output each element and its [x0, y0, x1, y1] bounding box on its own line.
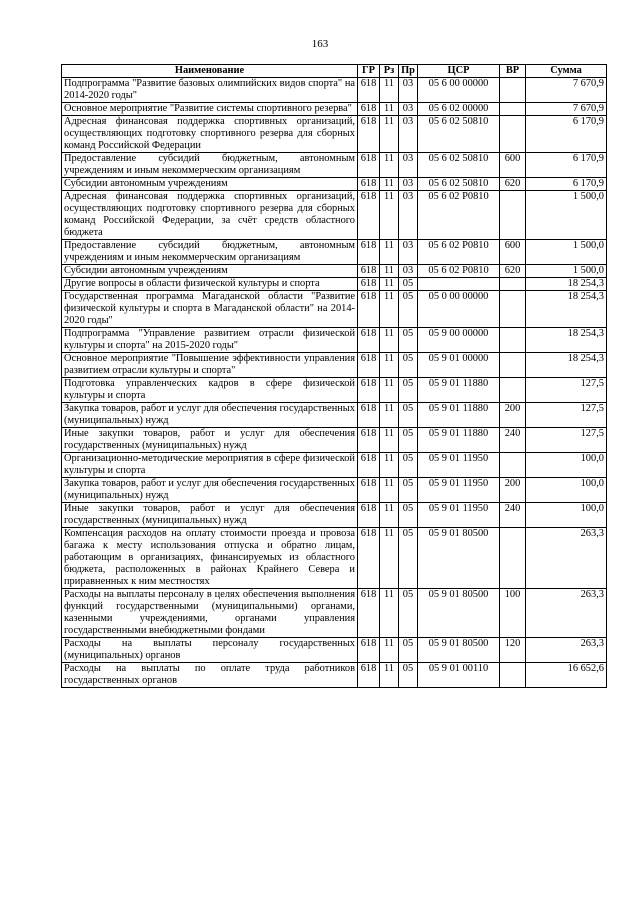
cell-rz: 11 — [380, 291, 399, 328]
cell-rz: 11 — [380, 153, 399, 178]
cell-csr: 05 6 02 00000 — [418, 103, 500, 116]
cell-sum: 263,3 — [526, 589, 607, 638]
cell-name: Подготовка управленческих кадров в сфере физической культуры и спорта — [62, 378, 358, 403]
cell-name: Закупка товаров, работ и услуг для обеспечения государственных (муниципальных) нужд — [62, 403, 358, 428]
cell-name: Подпрограмма "Развитие базовых олимпийских видов спорта" на 2014-2020 годы" — [62, 78, 358, 103]
cell-sum: 6 170,9 — [526, 178, 607, 191]
cell-sum: 6 170,9 — [526, 153, 607, 178]
cell-pr: 05 — [399, 328, 418, 353]
cell-vr — [500, 328, 526, 353]
cell-pr: 05 — [399, 638, 418, 663]
cell-sum: 100,0 — [526, 453, 607, 478]
cell-pr: 03 — [399, 78, 418, 103]
cell-sum: 263,3 — [526, 528, 607, 589]
table-row — [62, 178, 607, 191]
cell-gr: 618 — [358, 240, 380, 265]
cell-pr: 05 — [399, 291, 418, 328]
cell-vr — [500, 116, 526, 153]
cell-vr — [500, 103, 526, 116]
cell-pr: 05 — [399, 503, 418, 528]
table-row — [62, 453, 607, 478]
cell-csr: 05 9 01 11880 — [418, 403, 500, 428]
cell-rz: 11 — [380, 638, 399, 663]
cell-name: Закупка товаров, работ и услуг для обеспечения государственных (муниципальных) нужд — [62, 478, 358, 503]
table-row — [62, 153, 607, 178]
cell-vr — [500, 353, 526, 378]
cell-name: Основное мероприятие "Повышение эффективности управления развитием отрасли культуры и спорта" — [62, 353, 358, 378]
cell-sum: 1 500,0 — [526, 191, 607, 240]
cell-csr: 05 9 01 11950 — [418, 503, 500, 528]
cell-name: Основное мероприятие "Развитие системы спортивного резерва" — [62, 103, 358, 116]
cell-vr: 120 — [500, 638, 526, 663]
cell-vr: 240 — [500, 503, 526, 528]
cell-name: Адресная финансовая поддержка спортивных организаций, осуществляющих подготовку спортивного резерва для сборных команд Российской Федерации, за счёт средств областного бюджета — [62, 191, 358, 240]
table-row — [62, 378, 607, 403]
cell-vr — [500, 528, 526, 589]
cell-pr: 05 — [399, 428, 418, 453]
cell-rz: 11 — [380, 116, 399, 153]
cell-pr: 05 — [399, 353, 418, 378]
cell-sum: 7 670,9 — [526, 103, 607, 116]
cell-csr: 05 9 01 80500 — [418, 528, 500, 589]
cell-name: Субсидии автономным учреждениям — [62, 265, 358, 278]
cell-name: Иные закупки товаров, работ и услуг для обеспечения государственных (муниципальных) нужд — [62, 503, 358, 528]
cell-vr: 620 — [500, 178, 526, 191]
cell-vr — [500, 278, 526, 291]
cell-gr: 618 — [358, 328, 380, 353]
cell-name: Адресная финансовая поддержка спортивных организаций, осуществляющих подготовку спортивного резерва для сборных команд Российской Федерации — [62, 116, 358, 153]
cell-name: Иные закупки товаров, работ и услуг для обеспечения государственных (муниципальных) нужд — [62, 428, 358, 453]
cell-vr — [500, 453, 526, 478]
cell-sum: 1 500,0 — [526, 265, 607, 278]
table-row — [62, 278, 607, 291]
cell-sum: 263,3 — [526, 638, 607, 663]
cell-gr: 618 — [358, 663, 380, 688]
cell-sum: 7 670,9 — [526, 78, 607, 103]
cell-csr: 05 9 01 00000 — [418, 353, 500, 378]
table-row — [62, 116, 607, 153]
header-pr: Пр — [399, 65, 418, 78]
cell-rz: 11 — [380, 265, 399, 278]
cell-name: Субсидии автономным учреждениям — [62, 178, 358, 191]
cell-rz: 11 — [380, 378, 399, 403]
cell-rz: 11 — [380, 191, 399, 240]
cell-pr: 05 — [399, 453, 418, 478]
cell-gr: 618 — [358, 503, 380, 528]
cell-gr: 618 — [358, 378, 380, 403]
cell-sum: 100,0 — [526, 478, 607, 503]
cell-vr — [500, 378, 526, 403]
cell-csr — [418, 278, 500, 291]
header-vr: ВР — [500, 65, 526, 78]
cell-vr — [500, 291, 526, 328]
cell-csr: 05 9 01 00110 — [418, 663, 500, 688]
cell-gr: 618 — [358, 403, 380, 428]
cell-pr: 05 — [399, 278, 418, 291]
cell-vr — [500, 78, 526, 103]
cell-sum: 18 254,3 — [526, 291, 607, 328]
table-body — [62, 78, 607, 688]
table-row — [62, 353, 607, 378]
cell-sum: 6 170,9 — [526, 116, 607, 153]
cell-gr: 618 — [358, 291, 380, 328]
cell-rz: 11 — [380, 403, 399, 428]
cell-csr: 05 6 02 Р0810 — [418, 191, 500, 240]
cell-rz: 11 — [380, 589, 399, 638]
cell-vr: 200 — [500, 403, 526, 428]
table-row — [62, 403, 607, 428]
cell-sum: 1 500,0 — [526, 240, 607, 265]
cell-vr: 240 — [500, 428, 526, 453]
table-row — [62, 589, 607, 638]
cell-name: Подпрограмма "Управление развитием отрасли физической культуры и спорта" на 2015-2020 годы" — [62, 328, 358, 353]
table-row — [62, 428, 607, 453]
table-row — [62, 265, 607, 278]
cell-name: Государственная программа Магаданской области "Развитие физической культуры и спорта в Магаданской области" на 2014-2020 годы" — [62, 291, 358, 328]
page-number: 163 — [311, 38, 329, 50]
header-row — [62, 65, 607, 78]
table-row — [62, 191, 607, 240]
header-csr: ЦСР — [418, 65, 500, 78]
cell-gr: 618 — [358, 353, 380, 378]
cell-sum: 18 254,3 — [526, 278, 607, 291]
cell-sum: 127,5 — [526, 428, 607, 453]
cell-gr: 618 — [358, 478, 380, 503]
header-sum: Сумма — [526, 65, 607, 78]
cell-csr: 05 6 02 Р0810 — [418, 265, 500, 278]
cell-rz: 11 — [380, 453, 399, 478]
cell-pr: 03 — [399, 116, 418, 153]
cell-name: Расходы на выплаты персоналу в целях обеспечения выполнения функций государственными (муниципальными) органами, казенными учреждениями, органами управления государственными внебюджетными фондами — [62, 589, 358, 638]
cell-gr: 618 — [358, 103, 380, 116]
table-header — [62, 65, 607, 78]
table-row — [62, 328, 607, 353]
cell-gr: 618 — [358, 178, 380, 191]
cell-name: Предоставление субсидий бюджетным, автономным учреждениям и иным некоммерческим организациям — [62, 240, 358, 265]
cell-rz: 11 — [380, 353, 399, 378]
cell-pr: 03 — [399, 240, 418, 265]
cell-csr: 05 9 01 11950 — [418, 478, 500, 503]
cell-csr: 05 9 00 00000 — [418, 328, 500, 353]
cell-vr: 200 — [500, 478, 526, 503]
cell-name: Организационно-методические мероприятия в сфере физической культуры и спорта — [62, 453, 358, 478]
cell-sum: 18 254,3 — [526, 353, 607, 378]
cell-gr: 618 — [358, 116, 380, 153]
cell-gr: 618 — [358, 153, 380, 178]
cell-sum: 18 254,3 — [526, 328, 607, 353]
cell-gr: 618 — [358, 278, 380, 291]
cell-pr: 03 — [399, 191, 418, 240]
cell-pr: 05 — [399, 403, 418, 428]
table-row — [62, 503, 607, 528]
cell-name: Предоставление субсидий бюджетным, автономным учреждениям и иным некоммерческим организациям — [62, 153, 358, 178]
cell-name: Другие вопросы в области физической культуры и спорта — [62, 278, 358, 291]
cell-sum: 127,5 — [526, 378, 607, 403]
cell-vr — [500, 663, 526, 688]
cell-rz: 11 — [380, 428, 399, 453]
cell-csr: 05 9 01 80500 — [418, 589, 500, 638]
cell-rz: 11 — [380, 503, 399, 528]
cell-rz: 11 — [380, 278, 399, 291]
cell-vr — [500, 191, 526, 240]
table-row — [62, 528, 607, 589]
table-row — [62, 638, 607, 663]
cell-gr: 618 — [358, 453, 380, 478]
table-row — [62, 663, 607, 688]
cell-rz: 11 — [380, 528, 399, 589]
table-row — [62, 78, 607, 103]
cell-csr: 05 9 01 11880 — [418, 428, 500, 453]
table-row — [62, 103, 607, 116]
cell-gr: 618 — [358, 265, 380, 278]
cell-gr: 618 — [358, 191, 380, 240]
cell-pr: 05 — [399, 528, 418, 589]
cell-csr: 05 0 00 00000 — [418, 291, 500, 328]
cell-sum: 16 652,6 — [526, 663, 607, 688]
cell-rz: 11 — [380, 240, 399, 265]
cell-pr: 03 — [399, 103, 418, 116]
cell-pr: 03 — [399, 178, 418, 191]
cell-gr: 618 — [358, 638, 380, 663]
cell-csr: 05 9 01 11880 — [418, 378, 500, 403]
cell-vr: 100 — [500, 589, 526, 638]
table-row — [62, 291, 607, 328]
cell-pr: 03 — [399, 265, 418, 278]
cell-pr: 03 — [399, 153, 418, 178]
cell-name: Расходы на выплаты по оплате труда работников государственных органов — [62, 663, 358, 688]
cell-rz: 11 — [380, 178, 399, 191]
cell-vr: 600 — [500, 240, 526, 265]
cell-gr: 618 — [358, 428, 380, 453]
cell-pr: 05 — [399, 589, 418, 638]
header-gr: ГР — [358, 65, 380, 78]
budget-table — [61, 64, 607, 688]
cell-rz: 11 — [380, 78, 399, 103]
table-row — [62, 240, 607, 265]
cell-gr: 618 — [358, 589, 380, 638]
cell-sum: 127,5 — [526, 403, 607, 428]
cell-csr: 05 9 01 11950 — [418, 453, 500, 478]
header-name: Наименование — [62, 65, 358, 78]
cell-rz: 11 — [380, 328, 399, 353]
cell-name: Компенсация расходов на оплату стоимости проезда и провоза багажа к месту использования отпуска и обратно лицам, работающим в организациях, финансируемых из областного бюджета, расположенных в районах Крайнего Севера и приравненных к ним местностях — [62, 528, 358, 589]
cell-sum: 100,0 — [526, 503, 607, 528]
cell-name: Расходы на выплаты персоналу государственных (муниципальных) органов — [62, 638, 358, 663]
cell-vr: 600 — [500, 153, 526, 178]
cell-pr: 05 — [399, 663, 418, 688]
cell-csr: 05 6 02 50810 — [418, 153, 500, 178]
cell-csr: 05 6 02 Р0810 — [418, 240, 500, 265]
cell-csr: 05 9 01 80500 — [418, 638, 500, 663]
table-row — [62, 478, 607, 503]
cell-gr: 618 — [358, 78, 380, 103]
cell-gr: 618 — [358, 528, 380, 589]
cell-csr: 05 6 00 00000 — [418, 78, 500, 103]
cell-csr: 05 6 02 50810 — [418, 178, 500, 191]
cell-rz: 11 — [380, 478, 399, 503]
cell-pr: 05 — [399, 478, 418, 503]
header-rz: Рз — [380, 65, 399, 78]
cell-vr: 620 — [500, 265, 526, 278]
cell-pr: 05 — [399, 378, 418, 403]
cell-rz: 11 — [380, 663, 399, 688]
cell-csr: 05 6 02 50810 — [418, 116, 500, 153]
cell-rz: 11 — [380, 103, 399, 116]
